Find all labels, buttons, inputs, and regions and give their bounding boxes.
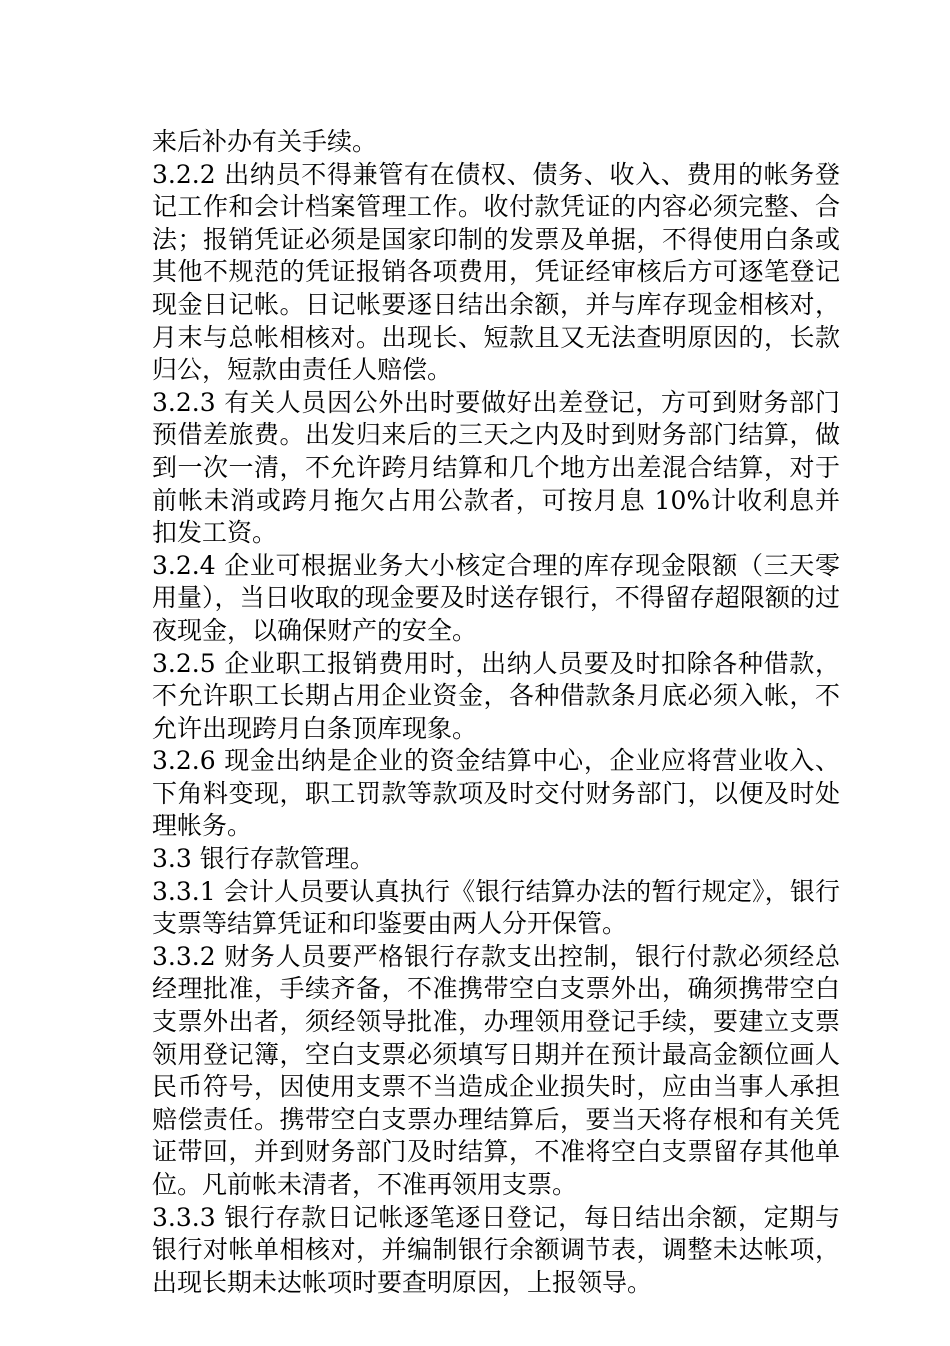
paragraph-continuation: 来后补办有关手续。 [152, 127, 378, 156]
paragraph-3-2-3: 3.2.3 有关人员因公外出时要做好出差登记，方可到财务部门预借差旅费。出发归来后的三天之内及时到财务部门结算，做到一次一清，不允许跨月结算和几个地方出差混合结算，对于前帐未消或跨月拖欠占用公款者，可按月息 10%计收利息并扣发工资。 [152, 387, 840, 548]
paragraph-3-3-3: 3.3.3 银行存款日记帐逐笔逐日登记，每日结出余额，定期与银行对帐单相核对，并编制银行余额调节表，调整未达帐项，出现长期未达帐项时要查明原因，上报领导。 [152, 1202, 840, 1297]
section-heading-3-3: 3.3 银行存款管理。 [152, 844, 375, 874]
document-body [152, 126, 840, 1299]
paragraph-3-3-1: 3.3.1 会计人员要认真执行《银行结算办法的暂行规定》，银行支票等结算凭证和印鉴要由两人分开保管。 [152, 876, 840, 939]
paragraph-3-2-6: 3.2.6 现金出纳是企业的资金结算中心，企业应将营业收入、下角料变现，职工罚款等款项及时交付财务部门，以便及时处理帐务。 [152, 746, 840, 841]
paragraph-3-2-5: 3.2.5 企业职工报销费用时，出纳人员要及时扣除各种借款，不允许职工长期占用企业资金，各种借款条月底必须入帐，不允许出现跨月白条顶库现象。 [152, 648, 840, 743]
paragraph-3-2-4: 3.2.4 企业可根据业务大小核定合理的库存现金限额（三天零用量），当日收取的现金要及时送存银行，不得留存超限额的过夜现金，以确保财产的安全。 [152, 550, 840, 645]
paragraph-3-2-2: 3.2.2 出纳员不得兼管有在债权、债务、收入、费用的帐务登记工作和会计档案管理工作。收付款凭证的内容必须完整、合法；报销凭证必须是国家印制的发票及单据，不得使用白条或其他不规范的凭证报销各项费用，凭证经审核后方可逐笔登记现金日记帐。日记帐要逐日结出余额，并与库存现金相核对，月末与总帐相核对。出现长、短款且又无法查明原因的，长款归公，短款由责任人赔偿。 [152, 159, 840, 385]
paragraph-3-3-2: 3.3.2 财务人员要严格银行存款支出控制，银行付款必须经总经理批准，手续齐备，不准携带空白支票外出，确须携带空白支票外出者，须经领导批准，办理领用登记手续，要建立支票领用登记簿，空白支票必须填写日期并在预计最高金额位画人民币符号，因使用支票不当造成企业损失时，应由当事人承担赔偿责任。携带空白支票办理结算后，要当天将存根和有关凭证带回，并到财务部门及时结算，不准将空白支票留存其他单位。凡前帐未清者，不准再领用支票。 [152, 941, 840, 1199]
